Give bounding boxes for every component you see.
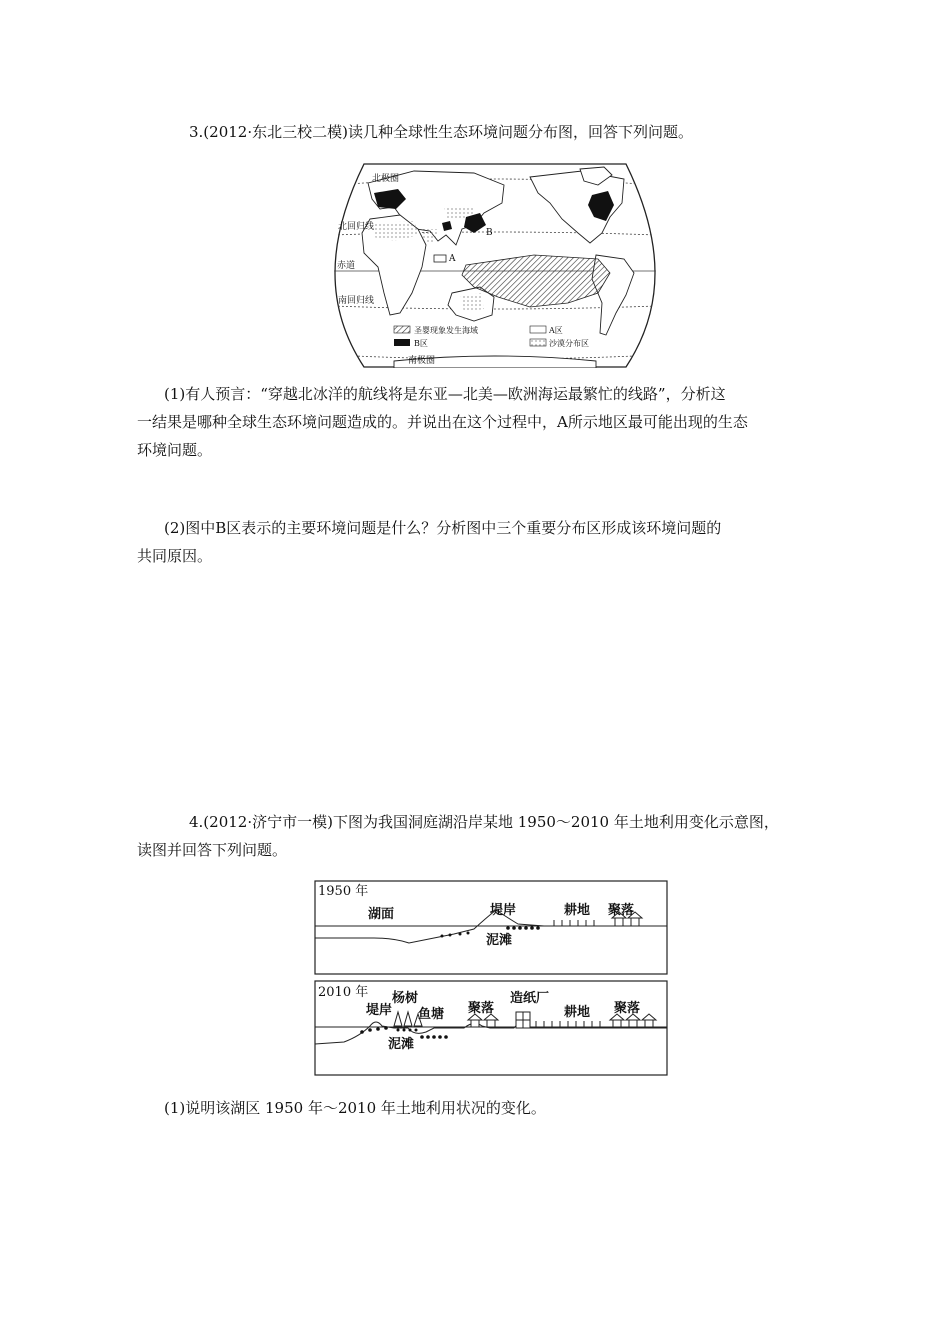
q3-sub1-line1: (1)有人预言：“穿越北冰洋的航线将是东亚—北美—欧洲海运最繁忙的线路”，分析这 xyxy=(164,385,726,403)
q4-title-line1: 4.(2012·济宁市一模)下图为我国洞庭湖沿岸某地 1950～2010 年土地利用变化示意图， xyxy=(189,813,779,831)
q4-title-line2: 读图并回答下列问题。 xyxy=(137,841,288,859)
legend-sea-swatch xyxy=(394,326,410,333)
q4-sub1: (1)说明该湖区 1950 年～2010 年土地利用状况的变化。 xyxy=(164,1099,546,1117)
panel-1950-year: 1950 年 xyxy=(318,884,369,899)
label-arctic-circle: 北极圈 xyxy=(372,174,400,184)
q3-sub1-line3: 环境问题。 xyxy=(137,441,213,459)
q3-sub2-line1: (2)图中B区表示的主要环境问题是什么？分析图中三个重要分布区形成该环境问题的 xyxy=(164,519,722,537)
label-dike-2010: 堤岸 xyxy=(366,1003,393,1018)
desert-area-australia xyxy=(460,293,484,311)
label-tropic-north: 北回归线 xyxy=(338,222,375,232)
panel-2010-year: 2010 年 xyxy=(318,985,369,1000)
legend-b-label: B区 xyxy=(414,339,428,348)
label-paper-mill-2010: 造纸厂 xyxy=(510,991,550,1006)
legend-sea-label: 圣婴现象发生海域 xyxy=(414,326,478,335)
label-poplar-2010: 杨树 xyxy=(392,991,419,1006)
label-settlement-1950: 聚落 xyxy=(608,903,635,918)
legend-desert-label: 沙漠分布区 xyxy=(549,339,589,348)
legend-a-label: A区 xyxy=(549,326,563,335)
diagram-2010-panel xyxy=(314,980,668,1078)
q3-sub1-line2: 一结果是哪种全球生态环境问题造成的。并说出在这个过程中，A所示地区最可能出现的生态 xyxy=(137,413,748,431)
label-farmland-2010: 耕地 xyxy=(564,1005,591,1020)
diagram-1950-panel xyxy=(314,880,668,976)
q3-title: 3.(2012·东北三校二模)读几种全球性生态环境问题分布图，回答下列问题。 xyxy=(189,123,693,141)
world-map-figure xyxy=(334,163,656,368)
label-lake-1950: 湖面 xyxy=(368,907,395,922)
label-mudflat-1950: 泥滩 xyxy=(486,933,513,948)
legend-desert-swatch xyxy=(530,339,546,346)
label-fishpond-2010: 鱼塘 xyxy=(418,1007,445,1022)
label-farmland-1950: 耕地 xyxy=(564,903,591,918)
region-a-marker xyxy=(434,255,446,262)
label-tropic-south: 南回归线 xyxy=(338,296,375,306)
label-mudflat-2010: 泥滩 xyxy=(388,1037,415,1052)
legend-b-swatch xyxy=(394,339,410,346)
label-dike-1950: 堤岸 xyxy=(490,903,517,918)
label-region-b: B xyxy=(486,228,493,238)
paper-mill-icon xyxy=(516,1012,530,1028)
legend-a-swatch xyxy=(530,326,546,333)
q3-sub2-line2: 共同原因。 xyxy=(137,547,213,565)
label-settlement2-2010: 聚落 xyxy=(614,1001,641,1016)
label-antarctic-circle: 南极圈 xyxy=(408,356,436,366)
label-region-a: A xyxy=(449,254,456,264)
label-settlement1-2010: 聚落 xyxy=(468,1001,495,1016)
label-equator: 赤道 xyxy=(337,261,356,271)
